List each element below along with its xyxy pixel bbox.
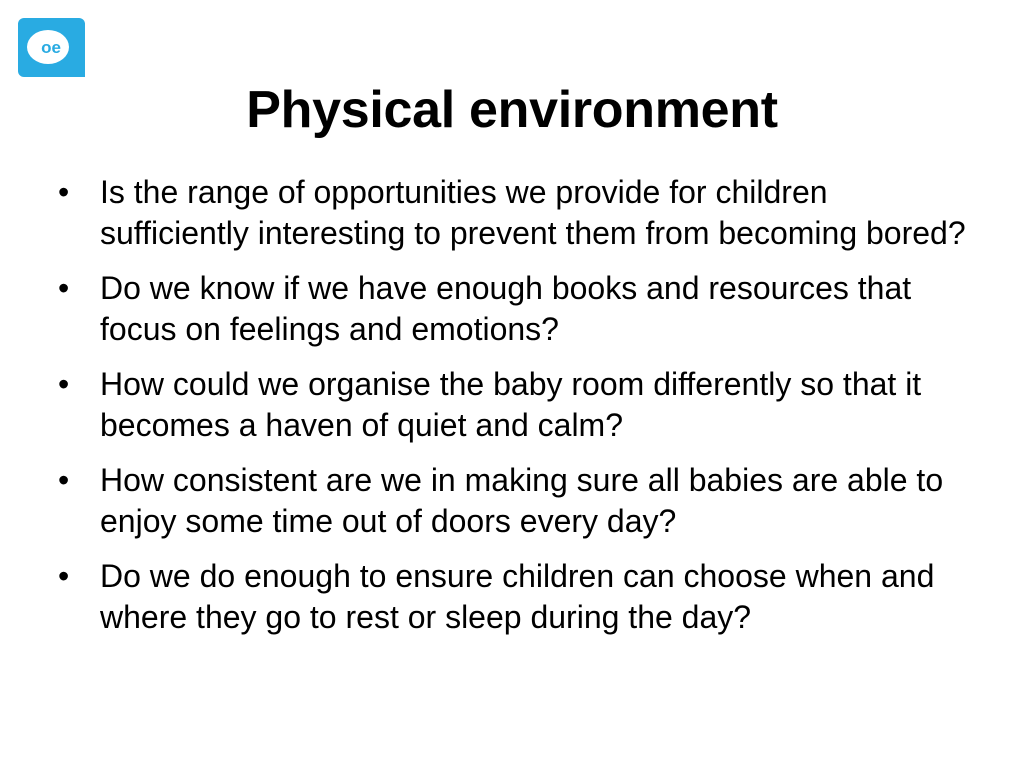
bullet-list: [58, 172, 980, 652]
bullet-icon: •: [58, 366, 70, 402]
bullet-icon: •: [58, 270, 70, 306]
bullet-icon: •: [58, 558, 70, 594]
bullet-text: How consistent are we in making sure all babies are able to enjoy some time out of doors every day?: [100, 462, 944, 539]
bullet-text: Do we know if we have enough books and resources that focus on feelings and emotions?: [100, 270, 912, 347]
bullet-item: [58, 556, 980, 638]
oe-logo-icon: [18, 18, 85, 77]
bullet-item: [58, 172, 980, 254]
logo-text: oe: [41, 38, 61, 57]
bullet-item: [58, 268, 980, 350]
slide-title: Physical environment: [246, 81, 778, 139]
bullet-text: Is the range of opportunities we provide for children sufficiently interesting to prevent them from becoming bored?: [100, 174, 966, 251]
bullet-item: [58, 364, 980, 446]
bullet-text: How could we organise the baby room differently so that it becomes a haven of quiet and calm?: [100, 366, 922, 443]
bullet-item: [58, 460, 980, 542]
bullet-icon: •: [58, 174, 70, 210]
bullet-icon: •: [58, 462, 70, 498]
bullet-text: Do we do enough to ensure children can choose when and where they go to rest or sleep during the day?: [100, 558, 935, 635]
